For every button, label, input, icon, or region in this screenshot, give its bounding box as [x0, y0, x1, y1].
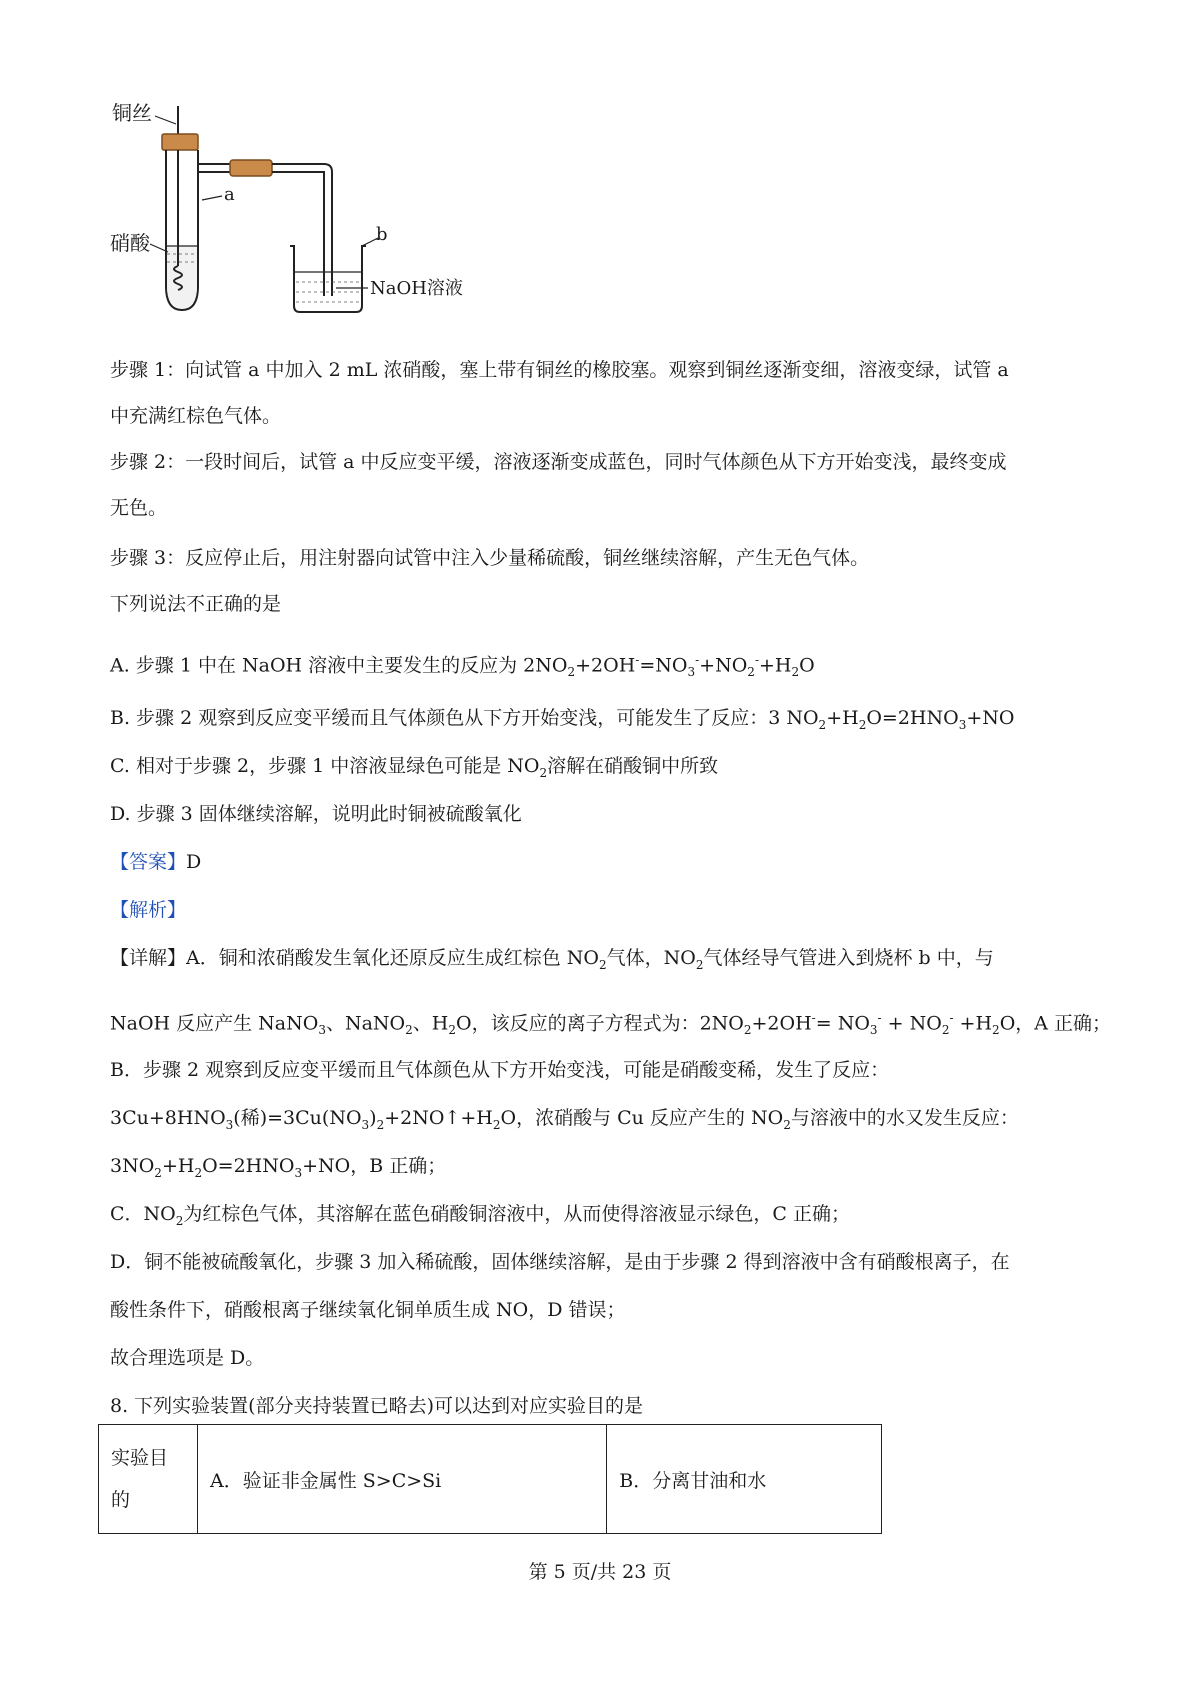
- option-b: B. 步骤 2 观察到反应变平缓而且气体颜色从下方开始变浅，可能发生了反应：3 $NO_2+H_2O=2HNO_3+NO$: [110, 707, 1015, 732]
- q8-table: [98, 1424, 882, 1534]
- apparatus-drawing: [110, 96, 510, 336]
- label-nitric-acid: 硝酸: [110, 231, 150, 255]
- q8-stem: 8. 下列实验装置(部分夹持装置已略去)可以达到对应实验目的是: [110, 1395, 643, 1417]
- detail-a-line1: 【详解】A．铜和浓硝酸发生氧化还原反应生成红棕色 $NO_2$气体，$NO_2$气体经导气管进入到烧杯 b 中，与: [110, 947, 994, 972]
- q8-option-b-cell: B．分离甘油和水: [607, 1425, 882, 1534]
- label-beaker-b: b: [376, 224, 388, 245]
- step3: 步骤 3：反应停止后，用注射器向试管中注入少量稀硫酸，铜丝继续溶解，产生无色气体。: [110, 547, 870, 569]
- option-d: D. 步骤 3 固体继续溶解，说明此时铜被硫酸氧化: [110, 803, 522, 825]
- apparatus-figure: [110, 96, 510, 336]
- q8-head-cell: 实验目的: [99, 1425, 198, 1534]
- detail-d-line1: D．铜不能被硫酸氧化，步骤 3 加入稀硫酸，固体继续溶解，是由于步骤 2 得到溶液中含有硝酸根离子，在: [110, 1251, 1010, 1273]
- detail-b-line2: $3Cu+8HNO_3$(稀)$=3Cu(NO_3)_2+2NO↑+H_2O$，浓硝酸与 Cu 反应产生的 $NO_2$与溶液中的水又发生反应：: [110, 1107, 1019, 1132]
- analysis-heading: 【解析】: [110, 899, 187, 921]
- q8-option-a-cell: A．验证非金属性 S>C>Si: [198, 1425, 607, 1534]
- step1-line2: 中充满红棕色气体。: [110, 405, 282, 427]
- table-row: [99, 1425, 882, 1534]
- step1-line1: 步骤 1：向试管 a 中加入 2 mL 浓硝酸，塞上带有铜丝的橡胶塞。观察到铜丝逐渐变细，溶液变绿，试管 a: [110, 359, 1009, 381]
- detail-d-line2: 酸性条件下，硝酸根离子继续氧化铜单质生成 NO，D 错误；: [110, 1299, 626, 1321]
- step2-line2: 无色。: [110, 497, 168, 519]
- answer-line: [110, 850, 1110, 874]
- option-c: C. 相对于步骤 2，步骤 1 中溶液显绿色可能是 $NO_2$溶解在硝酸铜中所致: [110, 755, 719, 780]
- label-naoh-solution: NaOH溶液: [370, 278, 463, 299]
- label-tube-a: a: [224, 184, 235, 205]
- answer-value: D: [186, 851, 202, 873]
- detail-a-line2: NaOH 反应产生 NaNO$_3$、NaNO$_2$、$H_2O$，该反应的离子方程式为：$2NO_2+2OH^-= NO_3^- + NO_2^- +H_2O$，A 正确；: [110, 1011, 1112, 1038]
- detail-b-line1: B．步骤 2 观察到反应变平缓而且气体颜色从下方开始变浅，可能是硝酸变稀，发生了反应：: [110, 1059, 890, 1081]
- detail-b-line3: $3NO_2+H_2O=2HNO_3+NO$，B 正确；: [110, 1155, 447, 1180]
- label-copper-wire: 铜丝: [112, 101, 152, 125]
- answer-bracket: 【答案】: [110, 851, 187, 873]
- option-a: A. 步骤 1 中在 NaOH 溶液中主要发生的反应为 $2NO_2+2OH^-=NO_3^-+NO_2^-+H_2O$: [110, 653, 815, 680]
- page-footer: 第 5 页/共 23 页: [528, 1561, 672, 1583]
- detail-conclusion: 故合理选项是 D。: [110, 1347, 265, 1369]
- step2-line1: 步骤 2：一段时间后，试管 a 中反应变平缓，溶液逐渐变成蓝色，同时气体颜色从下方开始变浅，最终变成: [110, 451, 1007, 473]
- detail-c: C．$NO_2$为红棕色气体，其溶解在蓝色硝酸铜溶液中，从而使得溶液显示绿色，C 正确；: [110, 1203, 850, 1228]
- question-stem: 下列说法不正确的是: [110, 593, 282, 615]
